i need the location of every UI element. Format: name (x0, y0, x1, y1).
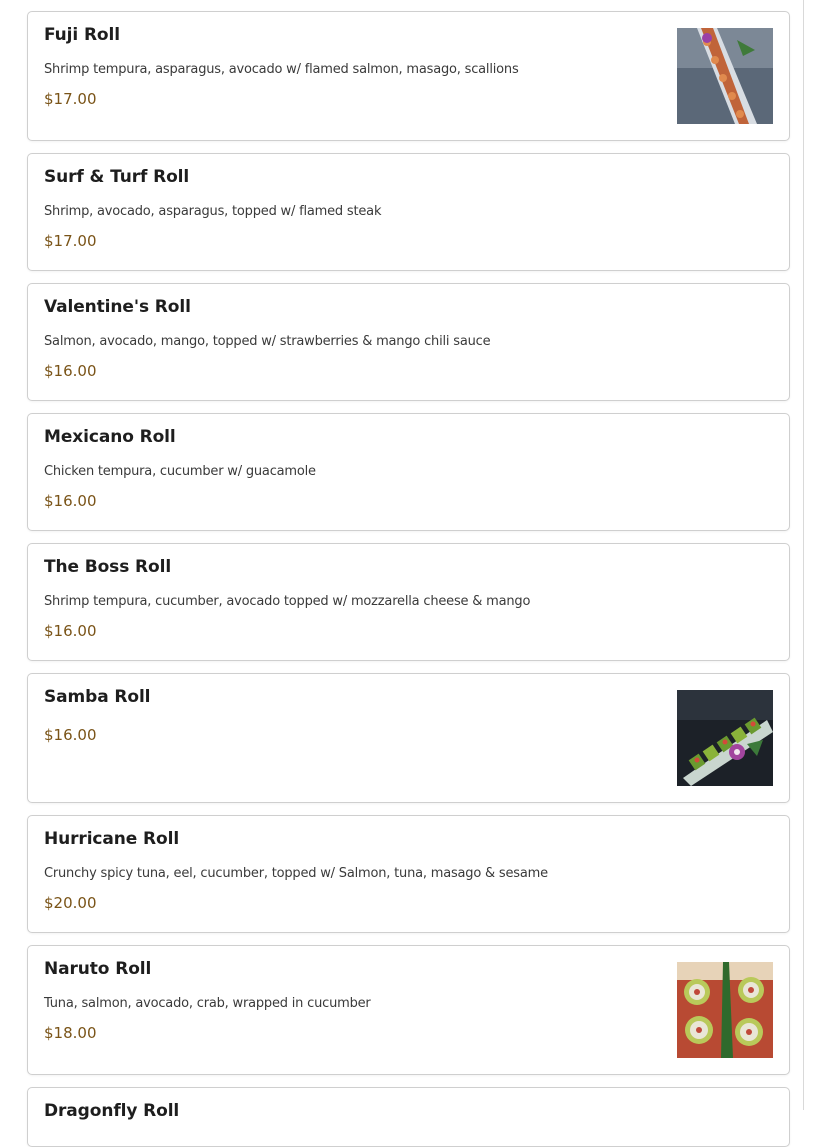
menu-item-card[interactable] (27, 815, 790, 933)
item-price: $18.00 (44, 1024, 97, 1042)
item-description: Shrimp tempura, cucumber, avocado topped w/ mozzarella cheese & mango (44, 594, 531, 609)
item-name: Samba Roll (44, 687, 151, 707)
item-name: Hurricane Roll (44, 829, 180, 849)
item-description: Salmon, avocado, mango, topped w/ strawberries & mango chili sauce (44, 334, 491, 349)
menu-item-card[interactable] (27, 945, 790, 1075)
item-name: Surf & Turf Roll (44, 167, 190, 187)
item-name: Naruto Roll (44, 959, 152, 979)
item-name: Valentine's Roll (44, 297, 191, 317)
item-price: $17.00 (44, 90, 97, 108)
menu-item-card[interactable] (27, 153, 790, 271)
fuji-roll-photo[interactable] (677, 28, 773, 124)
item-price: $16.00 (44, 726, 97, 744)
item-name: Mexicano Roll (44, 427, 176, 447)
item-price: $16.00 (44, 492, 97, 510)
naruto-roll-photo[interactable] (677, 962, 773, 1058)
item-name: Dragonfly Roll (44, 1101, 180, 1121)
item-name: The Boss Roll (44, 557, 172, 577)
item-description: Shrimp, avocado, asparagus, topped w/ flamed steak (44, 204, 382, 219)
menu-item-card[interactable] (27, 11, 790, 141)
item-name: Fuji Roll (44, 25, 120, 45)
item-description: Tuna, salmon, avocado, crab, wrapped in cucumber (44, 996, 371, 1011)
samba-roll-photo[interactable] (677, 690, 773, 786)
item-price: $17.00 (44, 232, 97, 250)
item-description: Crunchy spicy tuna, eel, cucumber, topped w/ Salmon, tuna, masago & sesame (44, 866, 548, 881)
item-description: Shrimp tempura, asparagus, avocado w/ flamed salmon, masago, scallions (44, 62, 519, 77)
menu-item-card[interactable] (27, 283, 790, 401)
menu-item-card[interactable] (27, 413, 790, 531)
item-price: $20.00 (44, 894, 97, 912)
item-price: $16.00 (44, 622, 97, 640)
item-price: $16.00 (44, 362, 97, 380)
item-description: Chicken tempura, cucumber w/ guacamole (44, 464, 316, 479)
menu-item-card[interactable] (27, 1087, 790, 1147)
side-gutter (804, 0, 824, 1110)
menu-item-card[interactable] (27, 543, 790, 661)
menu-item-card[interactable] (27, 673, 790, 803)
